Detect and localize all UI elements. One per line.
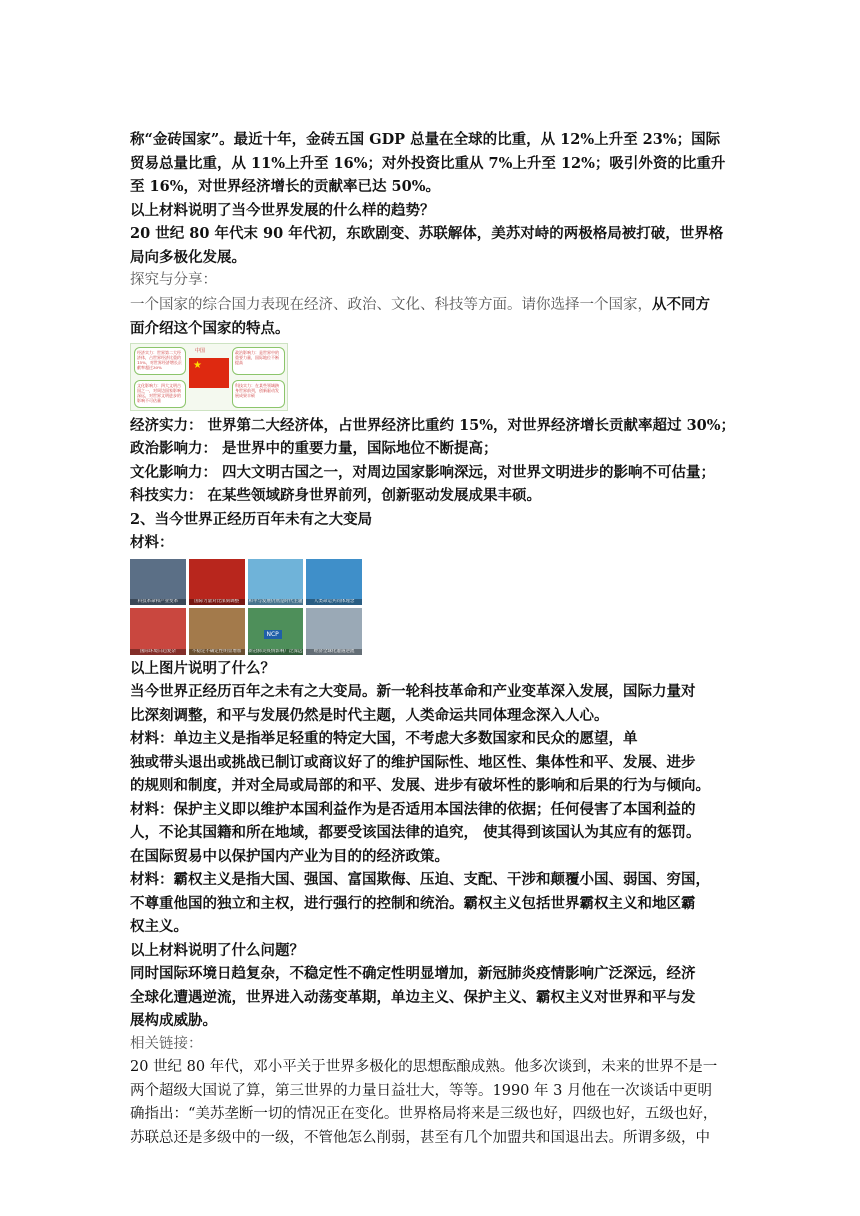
text-line: 权主义。: [130, 918, 188, 935]
text-line: 文化影响力： 四大文明古国之一，对周边国家影响深远，对世界文明进步的影响不可估量；: [130, 463, 716, 481]
text-span: 从不同方: [652, 295, 710, 313]
mindmap-title: 中国: [195, 347, 206, 354]
text-line: 当今世界正经历百年之未有之大变局。新一轮科技革命和产业变革深入发展，国际力量对: [130, 683, 696, 700]
collage-photo: [248, 559, 304, 606]
collage-caption: 人类命运共同体理念: [306, 599, 362, 605]
mindmap-box-culture: 文化影响力：四大文明古国之一，对周边国家影响深远，对世界文明进步的影响不可估量: [134, 380, 186, 408]
text-line: 苏联总还是多级中的一级，不管他怎么削弱，甚至有几个加盟共和国退出去。所谓多级，中: [130, 1129, 710, 1146]
collage-caption: 新冠肺炎疫情影响广泛深远: [248, 648, 303, 654]
text-line: 贸易总量比重，从 11%上升至 16%；对外投资比重从 7%上升至 12%；吸引外资的比重升: [130, 154, 726, 172]
collage-photo: [130, 559, 186, 606]
ncp-badge: NCP: [264, 630, 282, 639]
collage-photo: [130, 608, 186, 655]
text-line: 科技实力： 在某些领域跻身世界前列，创新驱动发展成果丰硕。: [130, 487, 542, 504]
text-span: 一个国家的综合国力表现在经济、政治、文化、科技等方面。请你选择一个国家，: [130, 296, 652, 313]
text-line: 政治影响力： 是世界中的重要力量，国际地位不断提高；: [130, 440, 498, 457]
text-line: 比深刻调整，和平与发展仍然是时代主题，人类命运共同体理念深入人心。: [130, 706, 609, 724]
collage-caption: 国际环境日趋复杂: [130, 649, 186, 655]
text-line: 20 世纪 80 年代末 90 年代初，东欧剧变、苏联解体，美苏对峙的两极格局被打破，世界格: [130, 225, 724, 242]
document-page: [130, 128, 734, 1150]
text-line: 20 世纪 80 年代，邓小平关于世界多极化的思想酝酿成熟。他多次谈到，未来的世界不是一: [130, 1059, 718, 1075]
text-line: 不尊重他国的独立和主权，进行强行的控制和统治。霸权主义包括世界霸权主义和地区霸: [130, 894, 696, 912]
collage-caption: 科技革命和产业变革: [130, 599, 186, 605]
mindmap-box-economy: 经济实力：世界第二大经济体，占世界经济比重约15%，对世界经济增长贡献率超过30%: [134, 347, 186, 375]
mindmap-box-politics: 政治影响力：是世界中的重要力量，国际地位不断提高: [232, 347, 285, 375]
collage-photo: [306, 608, 362, 655]
question: 以上图片说明了什么？: [130, 659, 275, 677]
text-line: 经济实力： 世界第二大经济体，占世界经济比重约 15%，对世界经济增长贡献率超过 30%；: [130, 416, 736, 434]
text-line: 材料：单边主义是指举足轻重的特定大国，不考虑大多数国家和民众的愿望，单: [130, 730, 638, 747]
text-line: 同时国际环境日趋复杂，不稳定性不确定性明显增加，新冠肺炎疫情影响广泛深远，经济: [130, 965, 696, 982]
text-line: 确指出：“美苏垄断一切的情况正在变化。世界格局将来是三级也好，四级也好，五级也好，: [130, 1106, 718, 1122]
text-line: 两个超级大国说了算，第三世界的力量日益壮大，等等。1990 年 3 月他在一次谈话中更明: [130, 1082, 712, 1099]
collage-photo: [189, 559, 245, 606]
text-line: 人，不论其国籍和所在地域，都要受该国法律的追究， 使其得到该国认为其应有的惩罚。: [130, 824, 701, 841]
text-line: 展构成威胁。: [130, 1012, 217, 1029]
section-label: 相关链接：: [130, 1035, 203, 1052]
question: 以上材料说明了当今世界发展的什么样的趋势？: [130, 201, 435, 219]
china-flag-icon: [189, 358, 229, 388]
text-line: 材料：保护主义即以维护本国利益作为是否适用本国法律的依据；任何侵害了本国利益的: [130, 800, 696, 818]
text-line: 的规则和制度，并对全局或局部的和平、发展、进步有破坏性的影响和后果的行为与倾向。: [130, 777, 710, 794]
text-line: 在国际贸易中以保护国内产业为目的的经济政策。: [130, 847, 449, 865]
text-line: 材料：霸权主义是指大国、强国、富国欺侮、压迫、支配、干涉和颠覆小国、弱国、穷国，: [130, 871, 710, 888]
text-line: [130, 293, 734, 318]
material-label: 材料：: [130, 534, 174, 551]
section-label: 探究与分享：: [130, 272, 217, 288]
text-line: 称“金砖国家”。最近十年，金砖五国 GDP 总量在全球的比重，从 12%上升至 23%；国际: [130, 131, 721, 148]
collage-caption: 经济全球化遭遇逆流: [306, 649, 362, 655]
china-mindmap-image: [130, 343, 288, 411]
collage-photo: [248, 608, 304, 655]
question: 以上材料说明了什么问题？: [130, 941, 304, 959]
collage-caption: 国际力量对比深刻调整: [189, 599, 245, 605]
mindmap-box-technology: 科技实力：在某些领域跻身世界前列，创新驱动发展成果丰硕: [232, 380, 285, 408]
section-heading: 2、当今世界正经历百年未有之大变局: [130, 510, 373, 528]
collage-photo: [306, 559, 362, 606]
collage-photo: [189, 608, 245, 655]
text-line: 至 16%，对世界经济增长的贡献率已达 50%。: [130, 178, 441, 195]
collage-caption: 和平与发展仍然是时代主题: [248, 599, 303, 604]
text-line: 面介绍这个国家的特点。: [130, 320, 290, 337]
text-line: 全球化遭遇逆流，世界进入动荡变革期，单边主义、保护主义、霸权主义对世界和平与发: [130, 988, 696, 1006]
text-line: 独或带头退出或挑战已制订或商议好了的维护国际性、地区性、集体性和平、发展、进步: [130, 753, 696, 771]
photo-collage-image: [130, 559, 362, 655]
text-line: 局向多极化发展。: [130, 248, 246, 266]
collage-caption: 不稳定不确定性明显增加: [189, 649, 245, 655]
